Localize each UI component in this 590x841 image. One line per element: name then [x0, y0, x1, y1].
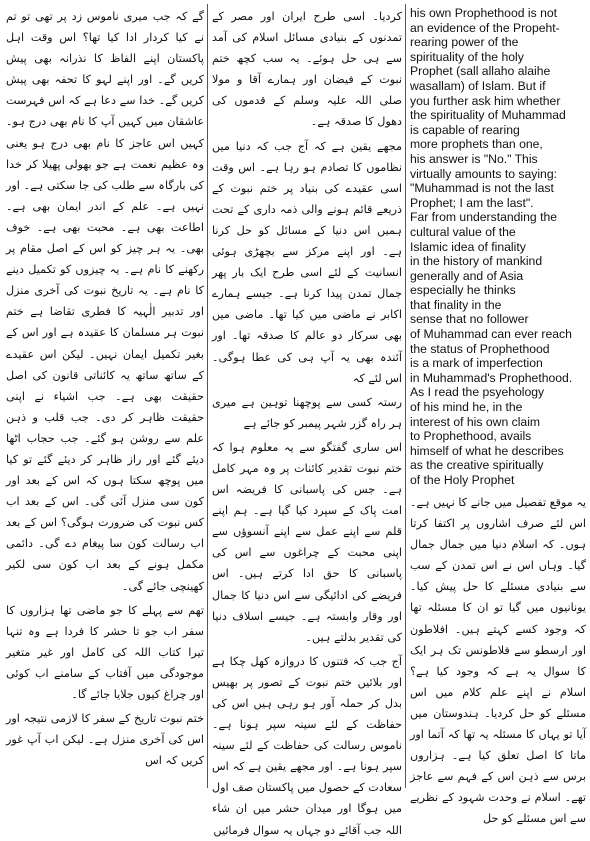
urdu-paragraph: اس ساری گفتگو سے یہ معلوم ہوا کہ ختم نبوت تقدیر کائنات پر وہ مہر کامل ہے۔ جس کی پاسبانی کا فریضہ اس امت پاک کے سپرد کیا گیا ہے۔ ہم اپنے قلم سے اپنے عمل سے اپنے آنسوؤں سے اپنی محبت کے چراغوں سے اس کی پاسبانی کا حق ادا کرتے ہیں۔ اس فریضے کی ادائیگی سے اس دنیا کا جمال اور وقار وابستہ ہے۔ جیسے اسلاف دنیا کی تقدیر بدلتے ہیں۔ [212, 440, 402, 644]
english-line: rearing power of the [410, 35, 519, 50]
english-line: Far from understanding the [410, 210, 558, 225]
english-line: the status of Prophethood [410, 341, 550, 356]
urdu-paragraph: ختم نبوت تاریخ کے سفر کا لازمی نتیجہ اور اس کی آخری منزل ہے۔ لیکن اب آپ غور کریں کہ اس [6, 712, 204, 768]
english-line: himself of what he describes [410, 443, 564, 458]
english-line: to Prophethood, avails [410, 429, 532, 444]
english-line: you further ask him whether [410, 93, 561, 108]
urdu-verse: تھم سے پہلے کا جو ماضی تھا ہزاروں کا سفر اب جو تا حشر کا فردا ہے وہ تنہا تیرا کتاب اللہ کی کامل اور غیر متغیر موجودگی میں آفتاب کے سامنے اب کوئی اور چراغ کیوں جلایا جائے گا۔ [6, 603, 204, 701]
english-line: virtually amounts to saying: [410, 166, 557, 181]
urdu-paragraph: آج جب کہ فتنوں کا دروازہ کھل چکا ہے اور بلائیں ختم نبوت کے تصور پر بھیس بدل کر حملہ آور ہو رہی ہیں اس کی حفاظت کے لئے سینہ سپر ہونا ہے۔ ناموس رسالت کی حفاظت کے لئے سینہ سپر ہونا ہے۔ اور مجھے یقین ہے کہ اس سعادت کے حصول میں پاکستان صف اول میں ہوگا اور میدان حشر میں ان شاء اللہ جب آقائے دو جہاں یہ سوال فرمائیں [212, 654, 402, 837]
english-line: the spirituality of Muhammad [410, 108, 566, 123]
left-urdu-column [6, 6, 204, 788]
english-line: is a mark of imperfection [410, 356, 543, 371]
urdu-paragraph: کردیا۔ اسی طرح ایران اور مصر کے تمدنوں کے بنیادی مسائل اسلام کی آمد سے ہی حل ہوئے۔ یہ سب کچھ ختم نبوت کے فیضان اور ہمارے آقا و مولا صلی اللہ علیہ وسلم کے قدموں کی دھول کا صدقہ ہے۔ [212, 10, 402, 129]
english-line: generally and of Asia [410, 268, 524, 283]
english-line: of the Holy Prophet [410, 473, 515, 487]
english-line: more prophets than one, [410, 137, 543, 152]
english-line: Prophet; I am the last". [410, 195, 534, 210]
english-line: Prophet (sall allaho alaihe [410, 64, 551, 79]
english-line: As I read the psyehology [410, 385, 545, 400]
english-line: an evidence of the Propeht- [410, 20, 560, 35]
english-line: of Muhammad can ever reach [410, 327, 572, 342]
english-line: of his mind he, in the [410, 400, 523, 415]
urdu-paragraph: گے کہ جب میری ناموس زد پر تھی تو تم نے کیا کردار ادا کیا تھا؟ اس وقت اہل پاکستان اپنے الفاظ کا نذرانہ بھی پیش کریں گے۔ اور اپنے لہو کا تحفہ بھی پیش کریں گے۔ خدا سے دعا ہے کہ اس فہرست عاشقان میں کہیں آپ کا نام بھی درج ہو۔ کہیں اس عاجز کا نام بھی درج ہو یعنی وہ عظیم نعمت ہے جو بھولی پھیلا کر خدا کی بارگاہ سے طلب کی جا سکتی ہے۔ اور نہیں ہے۔ علم کے اندر ایمان بھی ہے۔ اطاعت بھی ہے۔ محبت بھی ہے۔ خوف بھی۔ یہ ہر چیز کو اس کے اصل مقام پر رکھنے کا نام ہے۔ یہ چیزوں کو تکمیل دینے کا نام ہے۔ یہ تاریخ نبوت کی آخری منزل اور تدبیر الٰہیہ کا فطری تقاضا ہے ختم نبوت ہر مسلمان کا عقیدہ ہے اور اس کے بغیر تکمیل ایمان نہیں۔ لیکن اس عقیدے کے ساتھ ساتھ یہ کائناتی قانون کی اصل حقیقت بھی ہے۔ جب اشیاء نے اپنی حقیقت ظاہر کر دی۔ جب قلب و ذہن علم سے روشن ہو گئے۔ جب حجاب اٹھا دیئے گئے اور راز ظاہر کر دیئے گئے تو کیا میں پوچھ سکتا ہوں کہ اس کے بعد اور کون سی منزل آئی گی۔ اس کے بعد اب کس نبوت کی ضرورت ہوگی؟ اس کے بعد اب رسالت کون سا پیغام دے گی۔ دائمی مکمل ہونے کے بعد اب کون سی لکیر کھینچی جائے گی۔ [6, 10, 204, 593]
urdu-paragraph: یہ موقع تفصیل میں جانے کا نہیں ہے۔ اس لئے صرف اشاروں پر اکتفا کرتا ہوں۔ کہ اسلام دنیا میں جمال جمال گیا۔ وہاں اس نے اس تمدن کے سب سے بنیادی مسئلے کا حل پیش کیا۔ یونانیوں میں گیا تو ان کا مسئلہ تھا کہ وجود کسے کہتے ہیں۔ افلاطون اور ارسطو سے فلاطونس تک ہر ایک کا سوال یہ ہے کہ وجود کیا ہے؟ اسلام نے اپنے علم کلام میں اس مسئلے کو حل کردیا۔ ہندوستان میں آیا تو یہاں کا مسئلہ یہ تھا کہ آتما اور ماتا کا اصل تعلق کیا ہے۔ ہزاروں برس سے ذہن اس کے فہم سے عاجز تھے۔ اسلام نے وحدت شہود کے نظریے سے اس مسئلے کو حل [410, 496, 586, 826]
column-divider [207, 4, 208, 788]
english-line: as the creative spiritually [410, 458, 544, 473]
column-divider [405, 4, 406, 788]
english-line: in Muhammad's Prophethood. [410, 370, 573, 385]
right-urdu-column [410, 492, 586, 826]
english-line: interest of his own claim [410, 414, 541, 429]
urdu-paragraph: مجھے یقین ہے کہ آج جب کہ دنیا میں نظاموں کا تصادم ہو رہا ہے۔ اس وقت اسی عقیدے کی بنیاد پر ختم نبوت کے ذریعے قائم ہونے والی ذمہ داری کے تحت ہمیں اس دنیا کے مسائل کو حل کرنا ہے۔ اور اپنے مرکز سے بچھڑی ہوئی انسانیت کے لئے اسی طرح ایک بار پھر جمال تمدن پیدا کرنا ہے۔ جیسے ہمارے اکابر نے ماضی میں کیا تھا۔ ماضی میں بھی سرکار دو عالم کا صدقہ تھا۔ اور آئندہ بھی یہ آپ ہی کی عطا ہوگی۔ اس لئے کہ [212, 139, 402, 385]
english-quote-column [410, 6, 586, 487]
english-line: sense that no follower [410, 312, 529, 327]
english-line: Islamic idea of finality [410, 239, 526, 254]
urdu-verse: رستہ کسی سے پوچھنا توہین ہے میری ہر راہ گزر شہر پیمبر کو جائے ہے [212, 395, 402, 430]
middle-urdu-column [212, 6, 402, 837]
english-line: cultural value of the [410, 224, 516, 239]
english-line: wasallam) of Islam. But if [410, 78, 546, 93]
english-line: spirituality of the holy [410, 49, 524, 64]
english-line: in the history of mankind [410, 254, 543, 269]
english-line: his own Prophethood is not [410, 6, 558, 20]
english-line: that finality in the [410, 297, 502, 312]
english-line: "Muhammad is not the last [410, 181, 554, 196]
english-line: his answer is "No." This [410, 151, 538, 166]
english-line: is capable of rearing [410, 122, 520, 137]
english-line: especially he thinks [410, 283, 516, 298]
